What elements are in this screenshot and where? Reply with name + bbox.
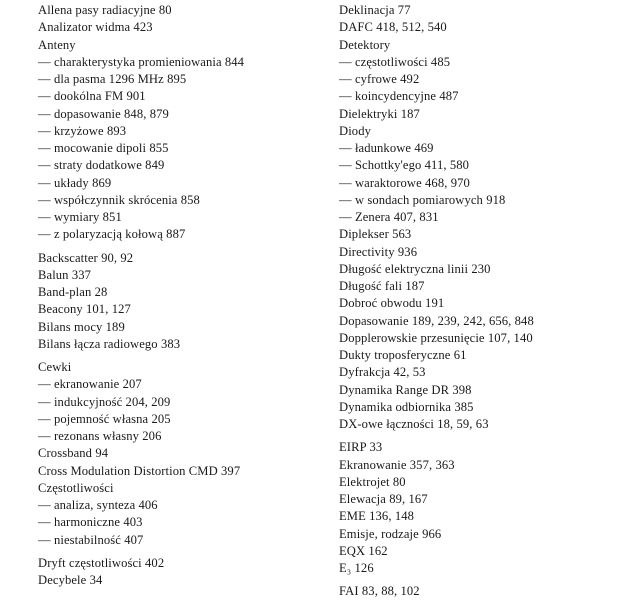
index-entry: DX-owe łączności 18, 59, 63: [339, 417, 489, 431]
index-entry: Cross Modulation Distortion CMD 397: [38, 463, 241, 478]
index-entry: Elektrojet 80: [339, 474, 406, 489]
index-entry: — dopasowanie 848, 879: [38, 106, 169, 121]
index-entry: Decybele 34: [38, 573, 103, 587]
index-entry: Beacony 101, 127: [38, 302, 131, 317]
index-entry: — krzyżowe 893: [38, 123, 127, 138]
index-entry: — waraktorowe 468, 970: [339, 175, 470, 190]
index-entry: Dielektryki 187: [339, 106, 420, 121]
index-entry: — koincydencyjne 487: [339, 89, 459, 104]
index-entry: Częstotliwości: [38, 480, 114, 495]
index-entry: Emisje, rodzaje 966: [339, 526, 442, 541]
index-entry: — wymiary 851: [38, 210, 122, 224]
index-entry: Detektory: [339, 37, 391, 52]
index-entry: — w sondach pomiarowych 918: [339, 192, 506, 207]
index-entry: Długość elektryczna linii 230: [339, 261, 491, 276]
index-entry: Dynamika Range DR 398: [339, 382, 472, 397]
index-entry: Diody: [339, 123, 371, 138]
index-entry: Band-plan 28: [38, 285, 108, 299]
index-entry: — Zenera 407, 831: [339, 210, 439, 224]
index-entry: Dopasowanie 189, 239, 242, 656, 848: [339, 313, 534, 328]
index-entry: Ekranowanie 357, 363: [339, 457, 455, 472]
index-entry: — Schottky'ego 411, 580: [339, 158, 470, 173]
index-entry: Analizator widma 423: [38, 20, 153, 35]
index-entry: Dopplerowskie przesunięcie 107, 140: [339, 330, 533, 345]
index-entry: EME 136, 148: [339, 509, 415, 524]
index-entry: Cewki: [38, 360, 72, 374]
index-entry: Elewacja 89, 167: [339, 492, 428, 506]
index-entry: Backscatter 90, 92: [38, 250, 134, 265]
index-entry: — cyfrowe 492: [339, 72, 420, 86]
index-entry: Allena pasy radiacyjne 80: [38, 3, 172, 17]
index-entry: EIRP 33: [339, 440, 383, 455]
index-entry: — pojemność własna 205: [38, 411, 171, 426]
index-entry: — mocowanie dipoli 855: [38, 141, 169, 155]
index-entry: Dryft częstotliwości 402: [38, 555, 165, 570]
index-entry: — układy 869: [38, 175, 112, 190]
index-entry: — indukcyjność 204, 209: [38, 394, 171, 409]
index-column-right: [339, 0, 534, 601]
index-entry: — dookólna FM 901: [38, 89, 146, 104]
index-entry: Dukty troposferyczne 61: [339, 348, 467, 362]
index-entry: Deklinacja 77: [339, 3, 411, 17]
index-entry: Długość fali 187: [339, 279, 425, 293]
index-entry: — analiza, synteza 406: [38, 498, 158, 512]
index-entry: — niestabilność 407: [38, 532, 144, 547]
index-entry: Anteny: [38, 37, 76, 52]
index-entry: — dla pasma 1296 MHz 895: [38, 72, 187, 86]
index-entry: Diplekser 563: [339, 227, 412, 242]
index-entry: Dyfrakcja 42, 53: [339, 365, 426, 380]
index-entry: — częstotliwości 485: [339, 54, 451, 69]
index-entry: FAI 83, 88, 102: [339, 584, 420, 599]
index-column-left: [38, 0, 244, 589]
index-entry: — straty dodatkowe 849: [38, 158, 165, 173]
index-entry: Bilans łącza radiowego 383: [38, 336, 181, 351]
index-entry: — ekranowanie 207: [38, 377, 142, 392]
index-entry: E₃ 126: [339, 561, 374, 575]
index-entry: Bilans mocy 189: [38, 319, 125, 334]
index-entry: — ładunkowe 469: [339, 141, 434, 155]
index-entry: EQX 162: [339, 543, 388, 558]
index-entry: Crossband 94: [38, 446, 109, 461]
index-entry: — współczynnik skrócenia 858: [38, 192, 200, 207]
index-entry: DAFC 418, 512, 540: [339, 20, 447, 35]
index-entry: Balun 337: [38, 267, 92, 282]
index-entry: — harmoniczne 403: [38, 515, 143, 530]
index-entry: — charakterystyka promieniowania 844: [38, 54, 245, 69]
index-entry: Dynamika odbiornika 385: [339, 399, 474, 414]
index-entry: Directivity 936: [339, 244, 418, 259]
index-entry: — z polaryzacją kołową 887: [38, 227, 186, 242]
index-entry: Dobroć obwodu 191: [339, 296, 445, 311]
index-entry: — rezonans własny 206: [38, 429, 162, 443]
